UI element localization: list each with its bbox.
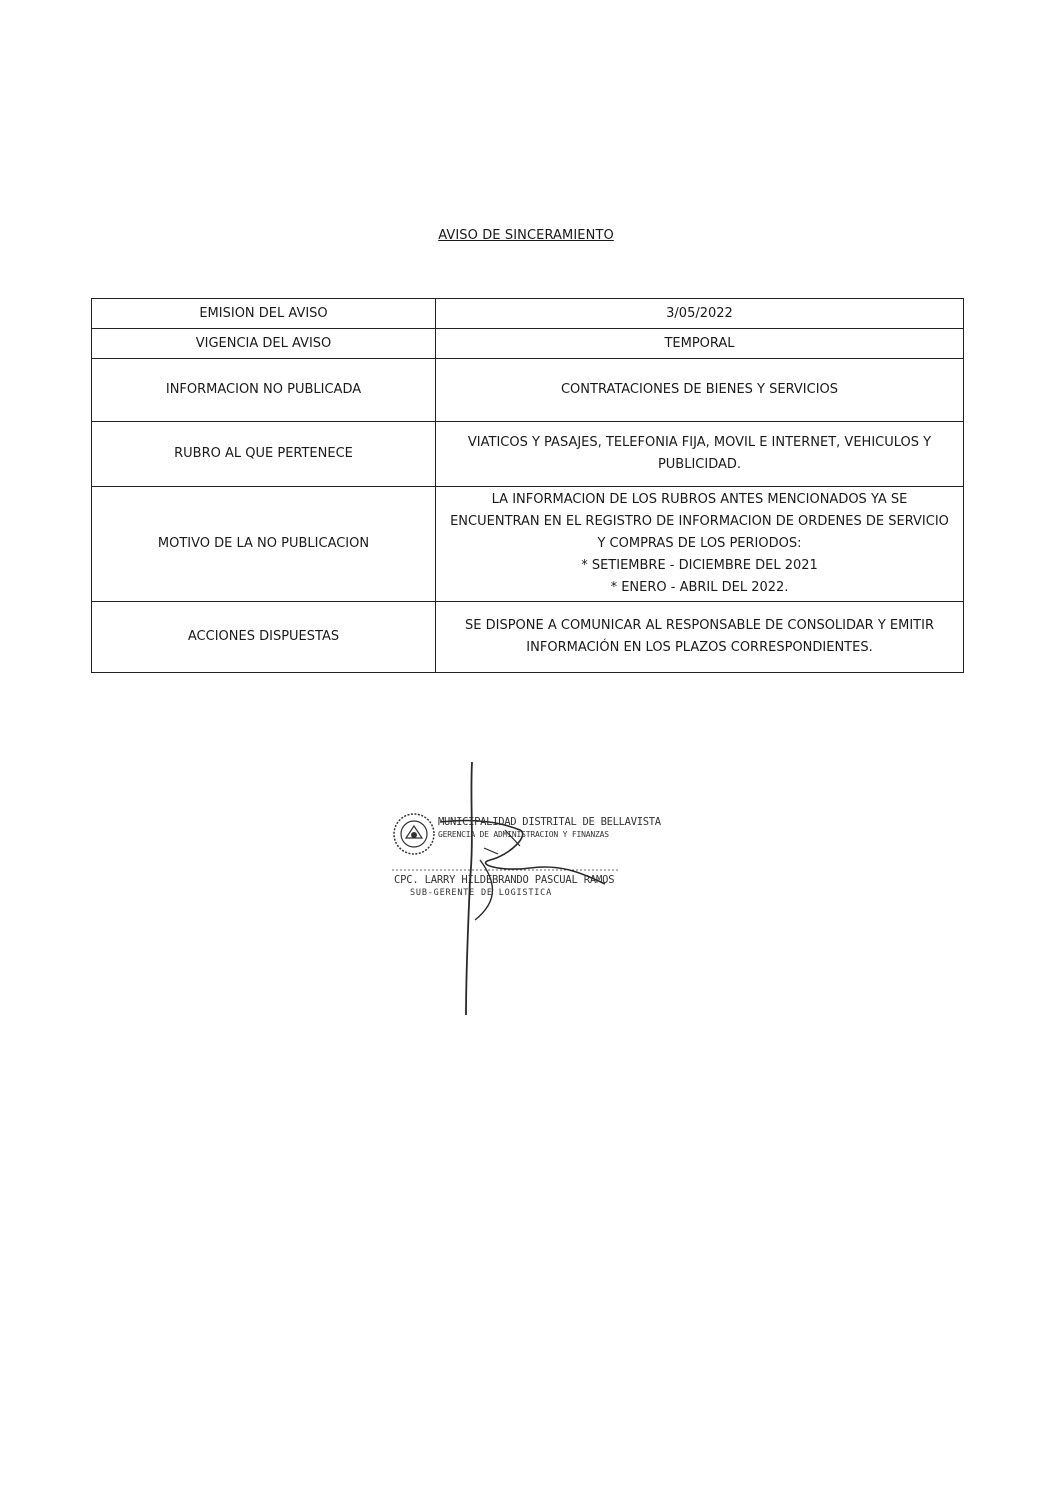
value-line: PUBLICIDAD. bbox=[657, 457, 742, 472]
value-line: ENCUENTRAN EN EL REGISTRO DE INFORMACION DE ORDENES DE SERVICIO bbox=[450, 514, 949, 529]
page-title: AVISO DE SINCERAMIENTO bbox=[438, 228, 614, 243]
table-row bbox=[92, 602, 964, 673]
value-line: Y COMPRAS DE LOS PERIODOS: bbox=[597, 536, 802, 551]
row-value bbox=[436, 359, 964, 422]
value-line: INFORMACIÓN EN LOS PLAZOS CORRESPONDIENTES. bbox=[526, 640, 873, 655]
value-line: TEMPORAL bbox=[664, 335, 735, 351]
row-label: RUBRO AL QUE PERTENECE bbox=[92, 422, 436, 487]
value-line: LA INFORMACION DE LOS RUBROS ANTES MENCIONADOS YA SE bbox=[491, 492, 908, 507]
row-label: ACCIONES DISPUESTAS bbox=[92, 602, 436, 673]
table-row bbox=[92, 299, 964, 329]
value-line: VIATICOS Y PASAJES, TELEFONIA FIJA, MOVIL E INTERNET, VEHICULOS Y bbox=[467, 435, 932, 450]
value-line: 3/05/2022 bbox=[666, 305, 733, 321]
row-value bbox=[436, 329, 964, 359]
row-label: EMISION DEL AVISO bbox=[92, 299, 436, 329]
signature-stamp bbox=[380, 760, 661, 1020]
value-line: SE DISPONE A COMUNICAR AL RESPONSABLE DE CONSOLIDAR Y EMITIR bbox=[465, 618, 934, 633]
table-row bbox=[92, 487, 964, 602]
row-label: MOTIVO DE LA NO PUBLICACION bbox=[92, 487, 436, 602]
stamp-department: GERENCIA DE ADMINISTRACION Y FINANZAS bbox=[438, 830, 609, 839]
row-value bbox=[436, 602, 964, 673]
value-line: CONTRATACIONES DE BIENES Y SERVICIOS bbox=[560, 382, 839, 397]
row-value bbox=[436, 422, 964, 487]
row-value bbox=[436, 299, 964, 329]
value-line: * SETIEMBRE - DICIEMBRE DEL 2021 bbox=[581, 558, 818, 573]
table-row bbox=[92, 422, 964, 487]
value-line: * ENERO - ABRIL DEL 2022. bbox=[610, 580, 789, 595]
notice-table bbox=[91, 298, 964, 673]
table-row bbox=[92, 329, 964, 359]
row-label: INFORMACION NO PUBLICADA bbox=[92, 359, 436, 422]
row-label: VIGENCIA DEL AVISO bbox=[92, 329, 436, 359]
stamp-signer-role: SUB-GERENTE DE LOGISTICA bbox=[410, 888, 553, 898]
stamp-organization: MUNICIPALIDAD DISTRITAL DE BELLAVISTA bbox=[438, 816, 661, 828]
handwritten-signature-icon bbox=[380, 760, 640, 1020]
stamp-signer-name: CPC. LARRY HILDEBRANDO PASCUAL RAMOS bbox=[394, 874, 615, 886]
table-row bbox=[92, 359, 964, 422]
row-value bbox=[436, 487, 964, 602]
